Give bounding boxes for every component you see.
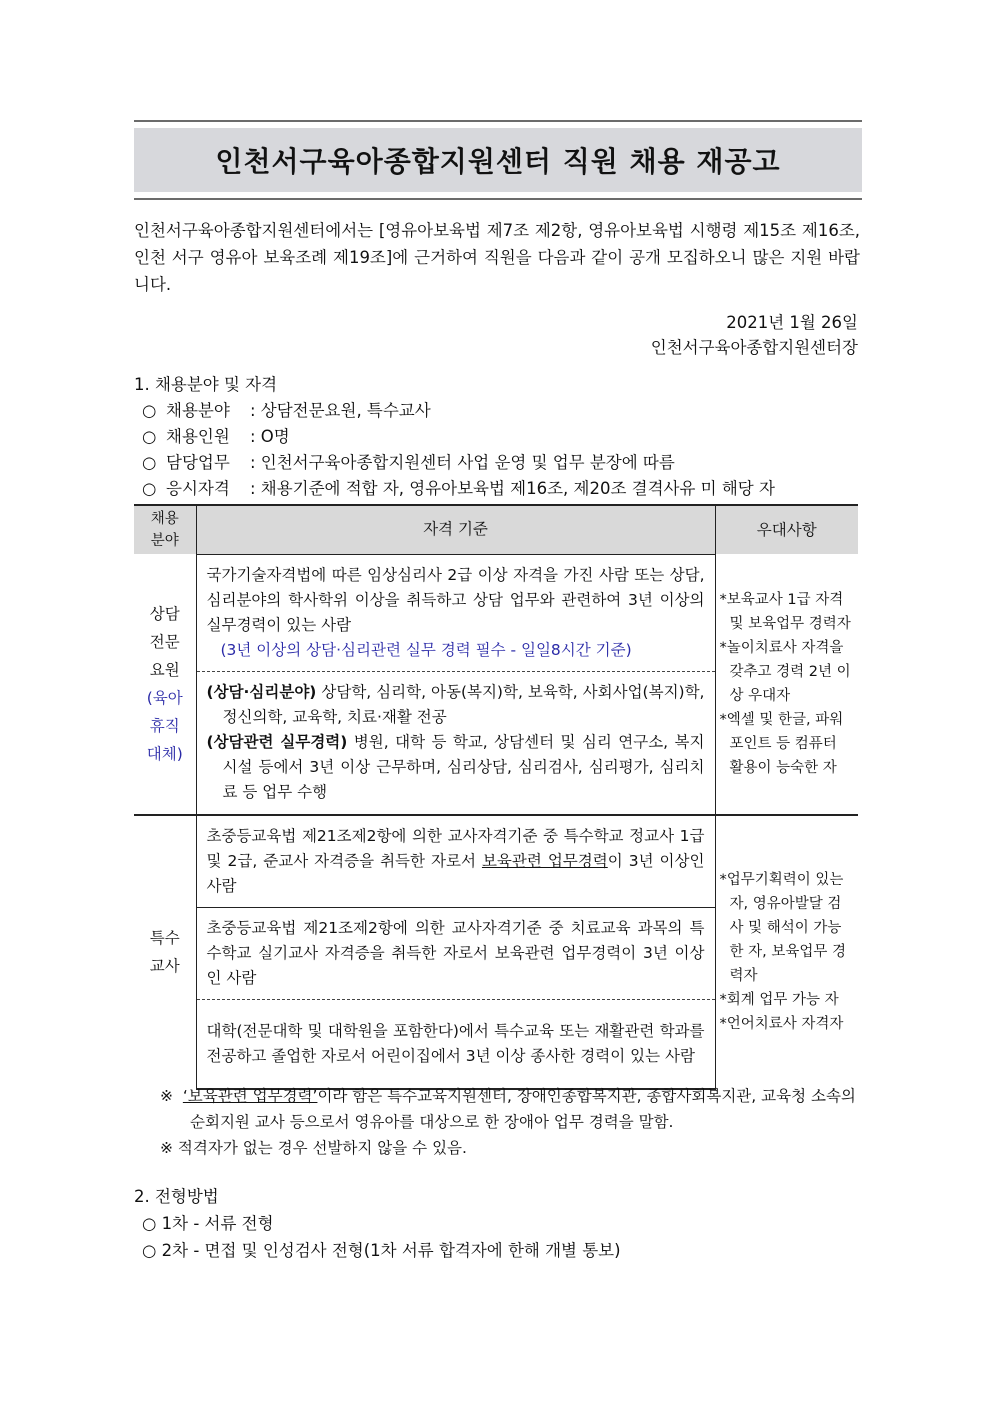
preference-item: *회계 업무 가능 자: [719, 992, 839, 1008]
header-criteria: 자격 기준: [196, 505, 715, 554]
criteria-text: 이 3년 이상인 사람: [206, 851, 705, 895]
major-text: 상담학, 심리학, 아동(복지)학, 보육학, 사회사업(복지)학, 정신의학, 교육학, 치료·재활 전공: [222, 683, 705, 726]
announcement-date: 2021년 1월 26일: [726, 313, 858, 332]
table-header-row: [134, 505, 858, 554]
table-row: [134, 815, 858, 908]
info-key: 담당업무: [166, 453, 230, 472]
note-2: ※ 적격자가 없는 경우 선발하지 않을 수 있음.: [160, 1139, 467, 1157]
criteria-text: 국가기술자격법에 따른 임상심리사 2급 이상 자격을 가진 사람 또는 상담, 심리분야의 학사학위 이상을 취득하고 상담 업무와 관련하여 3년 이상의 실무경력이 있는 사람: [206, 565, 705, 634]
field-paren-line: 휴직: [149, 716, 180, 735]
criteria-underlined: 보육관련 업무경력: [481, 851, 608, 870]
criteria-counselor-1: [196, 554, 715, 671]
info-item-field: [142, 397, 431, 421]
page-title: 인천서구육아종합지원센터 직원 채용 재공고: [134, 128, 862, 192]
bullet-mark: ○: [142, 453, 157, 472]
qualification-table: [134, 504, 858, 1090]
field-line: 전문: [149, 632, 180, 651]
criteria-special-2: 초중등교육법 제21조제2항에 의한 교사자격기준 중 치료교육 과목의 특수학교 실기교사 자격증을 취득한 자로서 보육관련 업무경력이 3년 이상인 사람: [196, 907, 715, 999]
info-value: : 상담전문요원, 특수교사: [250, 401, 431, 420]
field-paren-line: 대체): [146, 744, 183, 763]
header-field: 채용 분야: [134, 505, 196, 554]
career-label: (상담관련 실무경력): [206, 733, 348, 751]
preference-item: *언어치료사 자격자: [719, 1016, 844, 1032]
career-line: [207, 730, 705, 805]
section1-title: 1. 채용분야 및 자격: [134, 375, 278, 394]
criteria-counselor-2: [196, 671, 715, 815]
notes: [160, 1083, 860, 1161]
field-line: 교사: [149, 957, 180, 975]
info-value: : 채용기준에 적합 자, 영유아보육법 제16조, 제20조 결격사유 미 해당 자: [250, 479, 775, 498]
title-box: [134, 120, 862, 200]
info-key: 채용분야: [166, 401, 230, 420]
field-paren-line: (육아: [146, 688, 183, 707]
note-quote: ‘보육관련 업무경력’: [182, 1087, 318, 1105]
preference-counselor: [715, 554, 858, 815]
info-value: : O명: [250, 427, 290, 446]
preference-item: *보육교사 1급 자격 및 보육업무 경력자: [719, 591, 851, 632]
info-item-eligibility: [142, 475, 775, 499]
preference-special: [715, 815, 858, 1089]
bullet-mark: ○: [142, 401, 157, 420]
info-key: 채용인원: [166, 427, 230, 446]
note-1: [160, 1083, 860, 1135]
preference-item: *놀이치료사 자격을 갖추고 경력 2년 이상 우대자: [719, 639, 851, 704]
header-preference: 우대사항: [715, 505, 858, 554]
info-item-count: [142, 423, 290, 447]
field-line: 특수: [149, 929, 180, 947]
note-text: 이라 함은 특수교육지원센터, 장애인종합복지관, 종합사회복지관, 교육청 소속의 순회지원 교사 등으로서 영유아를 대상으로 한 장애아 업무 경력을 말함.: [190, 1087, 856, 1131]
preference-item: *업무기획력이 있는 자, 영유아발달 검사 및 해석이 가능한 자, 보육업무 경력자: [719, 872, 846, 984]
intro-paragraph: 인천서구육아종합지원센터에서는 [영유아보육법 제7조 제2항, 영유아보육법 시행령 제15조 제16조, 인천 서구 영유아 보육조례 제19조]에 근거하여 직원을 다음과 같이 공개 모집하오니 많은 지원 바랍니다.: [134, 221, 860, 294]
career-text: 병원, 대학 등 학교, 상담센터 및 심리 연구소, 복지 시설 등에서 3년 이상 근무하며, 심리상담, 심리검사, 심리평가, 심리치료 등 업무 수행: [222, 733, 705, 801]
method-item: ○ 2차 - 면접 및 인성검사 전형(1차 서류 합격자에 한해 개별 통보): [142, 1241, 621, 1260]
note-mark: ※: [160, 1087, 173, 1105]
preference-item: *엑셀 및 한글, 파워포인트 등 컴퓨터 활용이 능숙한 자: [719, 711, 844, 776]
bullet-mark: ○: [142, 427, 157, 446]
method-item: ○ 1차 - 서류 전형: [142, 1214, 274, 1233]
field-counselor: [134, 554, 196, 815]
field-line: 상담: [149, 604, 180, 623]
criteria-special-1: [196, 815, 715, 908]
info-key: 응시자격: [166, 479, 230, 498]
issuer: 인천서구육아종합지원센터장: [650, 338, 858, 357]
field-special-teacher: [134, 815, 196, 1089]
criteria-text: 초중등교육법 제21조제2항에 의한 교사자격기준 중 특수학교 정교사 1급 및 2급, 준교사 자격증을 취득한 자로서: [206, 826, 705, 870]
criteria-special-3: 대학(전문대학 및 대학원을 포함한다)에서 특수교육 또는 재활관련 학과를 전공하고 졸업한 자로서 어린이집에서 3년 이상 종사한 경력이 있는 사람: [196, 999, 715, 1089]
major-line: [207, 680, 705, 730]
info-value: : 인천서구육아종합지원센터 사업 운영 및 업무 분장에 따름: [250, 453, 675, 472]
major-label: (상담·심리분야): [206, 683, 317, 701]
table-row: [134, 554, 858, 671]
criteria-note: (3년 이상의 상담·심리관련 실무 경력 필수 - 일일8시간 기준): [220, 640, 632, 659]
field-line: 요원: [149, 660, 180, 679]
section2-title: 2. 전형방법: [134, 1187, 219, 1206]
info-item-duty: [142, 449, 675, 473]
bullet-mark: ○: [142, 479, 157, 498]
